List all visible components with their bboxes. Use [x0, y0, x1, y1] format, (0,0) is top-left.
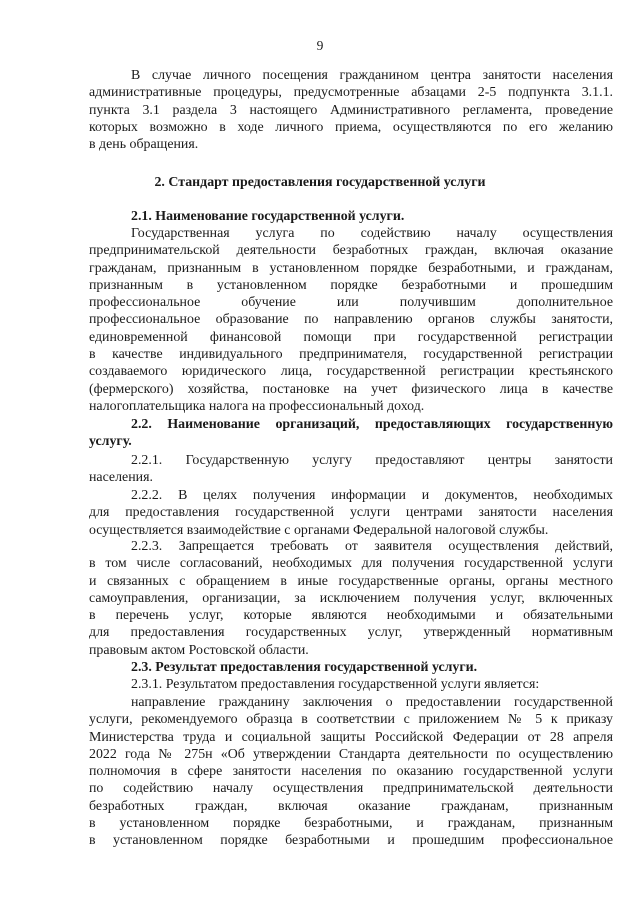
- text-line: предпринимательской деятельности безработных граждан, включая оказание: [89, 243, 613, 259]
- text-line: направление гражданину заключения о предоставлении государственной: [131, 695, 613, 710]
- text-line: и связанных с обращением в иные государственные органы, органы местного: [89, 573, 613, 589]
- text-line: 2.2. Наименование организаций, предоставляющих государственную: [131, 417, 613, 432]
- text-line: 2022 года № 275н «Об утверждении Стандарта деятельности по осуществлению: [89, 746, 613, 762]
- text-line: 2.2.1. Государственную услугу предоставляют центры занятости: [131, 453, 613, 468]
- text-line: услуги, рекомендуемого образца в соответствии с приложением № 5 к приказу: [89, 712, 613, 728]
- text-line: (фермерского) хозяйства, постановке на учет физического лица в качестве: [89, 381, 613, 397]
- text-line: налогоплательщика налога на профессиональный доход.: [89, 398, 425, 414]
- text-line: которых возможно в ходе личного приема, осуществляются по его желанию: [89, 119, 613, 135]
- page-number: 9: [316, 38, 324, 53]
- text-line: услугу.: [89, 434, 132, 450]
- paragraph-2-2-1: [89, 452, 613, 487]
- text-line: безработных граждан, включая оказание гражданам, признанным: [89, 798, 613, 814]
- text-line: в перечень услуг, которые являются необходимыми и обязательными: [89, 608, 613, 624]
- text-line: Государственная услуга по содействию началу осуществления: [131, 226, 613, 241]
- text-line: в установленном порядке безработными, и гражданам, признанным: [89, 816, 613, 832]
- text-line: в качестве индивидуального предпринимателя, государственной регистрации: [89, 347, 613, 363]
- subsection-2-3-body: [89, 694, 613, 850]
- paragraph-2-2-2: [89, 487, 613, 539]
- text-line: профессиональное обучение или получившим дополнительное: [89, 295, 613, 311]
- text-line: 2.2.2. В целях получения информации и документов, необходимых: [131, 488, 613, 503]
- text-line: пункта 3.1 раздела 3 настоящего Административного регламента, проведение: [89, 102, 613, 118]
- text-line: административные процедуры, предусмотренные абзацами 2-5 подпункта 3.1.1.: [89, 85, 613, 101]
- subsection-heading-2-3: 2.3. Результат предоставления государственной услуги.: [131, 660, 478, 675]
- text-line: осуществляется взаимодействие с органами Федеральной налоговой службы.: [89, 522, 549, 538]
- text-line: В случае личного посещения гражданином центра занятости населения: [131, 68, 613, 83]
- subsection-heading-2-2: [89, 416, 613, 451]
- text-line: в установленном порядке безработными и прошедшим профессиональное: [89, 833, 613, 849]
- text-line: 2.2.3. Запрещается требовать от заявителя осуществления действий,: [131, 539, 613, 554]
- text-line: полномочия в сфере занятости населения по оказанию государственной услуги: [89, 764, 613, 780]
- section-heading: 2. Стандарт предоставления государственной услуги: [154, 175, 486, 190]
- text-line: для предоставления государственной услуги центрами занятости населения: [89, 505, 613, 521]
- intro-paragraph: [89, 67, 613, 153]
- text-line: Министерства труда и социальной защиты Российской Федерации от 28 апреля: [89, 729, 613, 745]
- subsection-heading-2-1: 2.1. Наименование государственной услуги.: [131, 209, 405, 224]
- text-line: для предоставления государственных услуг, утвержденный нормативным: [89, 625, 613, 641]
- text-line: профессиональное образование по направлению органов службы занятости,: [89, 312, 613, 328]
- paragraph-2-3-1: 2.3.1. Результатом предоставления государственной услуги является:: [131, 677, 540, 692]
- text-line: по содействию началу осуществления предпринимательской деятельности: [89, 781, 613, 797]
- subsection-2-1-body: [89, 225, 613, 415]
- text-line: создаваемого юридического лица, государственной регистрации крестьянского: [89, 364, 613, 380]
- text-line: правовым актом Ростовской области.: [89, 642, 309, 658]
- text-line: в том числе согласований, необходимых для получения государственной услуги: [89, 556, 613, 572]
- text-line: в день обращения.: [89, 137, 199, 153]
- paragraph-2-2-3: [89, 538, 613, 659]
- text-line: гражданам, признанным в установленном порядке безработными, и гражданам,: [89, 260, 613, 276]
- text-line: населения.: [89, 470, 153, 486]
- text-line: единовременной финансовой помощи при государственной регистрации: [89, 329, 613, 345]
- text-line: признанным в установленном порядке безработными и прошедшим: [89, 277, 613, 293]
- text-line: самоуправления, организации, за исключением получения услуг, включенных: [89, 590, 613, 606]
